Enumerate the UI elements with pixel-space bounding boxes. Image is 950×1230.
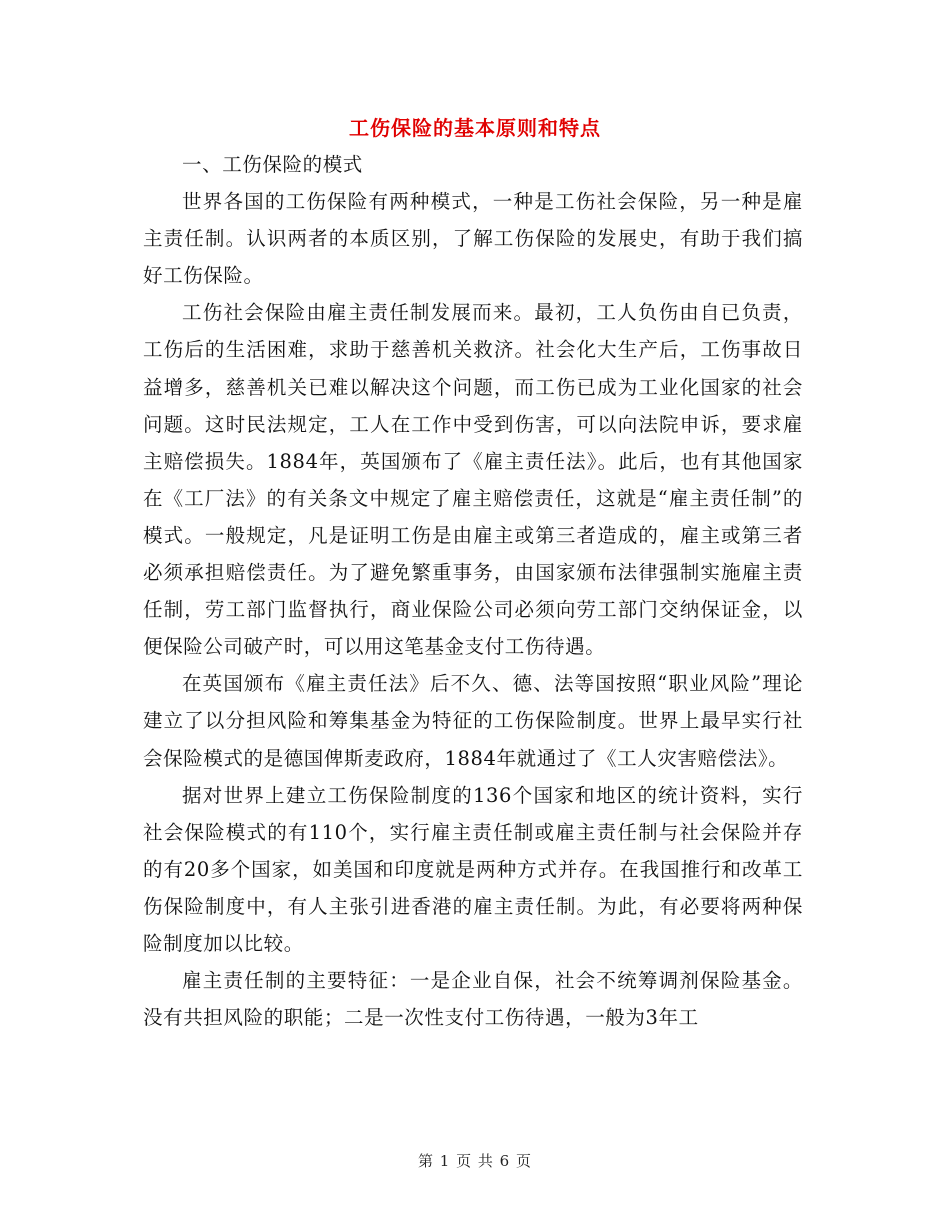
section-heading: 一、工伤保险的模式 [182, 153, 363, 176]
document-title: 工伤保险的基本原则和特点 [349, 116, 601, 140]
page-number-footer: 第 1 页 共 6 页 [418, 1152, 532, 1170]
document-body [143, 146, 803, 1036]
paragraph: 工伤社会保险由雇主责任制发展而来。最初，工人负伤由自已负责，工伤后的生活困难，求助于慈善机关救济。社会化大生产后，工伤事故日益增多，慈善机关已难以解决这个问题，而工伤已成为工业化国家的社会问题。这时民法规定，工人在工作中受到伤害，可以向法院申诉，要求雇主赔偿损失。1884年，英国颁布了《雇主责任法》。此后，也有其他国家在《工厂法》的有关条文中规定了雇主赔偿责任，这就是“雇主责任制”的模式。一般规定，凡是证明工伤是由雇主或第三者造成的，雇主或第三者必须承担赔偿责任。为了避免繁重事务，由国家颁布法律强制实施雇主责任制，劳工部门监督执行，商业保险公司必须向劳工部门交纳保证金，以便保险公司破产时，可以用这笔基金支付工伤待遇。 [143, 301, 803, 659]
paragraph: 据对世界上建立工伤保险制度的136个国家和地区的统计资料，实行社会保险模式的有110个，实行雇主责任制或雇主责任制与社会保险并存的有20多个国家，如美国和印度就是两种方式并存。在我国推行和改革工伤保险制度中，有人主张引进香港的雇主责任制。为此，有必要将两种保险制度加以比较。 [143, 783, 803, 955]
paragraph: 世界各国的工伤保险有两种模式，一种是工伤社会保险，另一种是雇主责任制。认识两者的本质区别，了解工伤保险的发展史，有助于我们搞好工伤保险。 [143, 190, 803, 288]
paragraph: 在英国颁布《雇主责任法》后不久、德、法等国按照“职业风险”理论建立了以分担风险和筹集基金为特征的工伤保险制度。世界上最早实行社会保险模式的是德国俾斯麦政府，1884年就通过了《工人灾害赔偿法》。 [143, 672, 803, 770]
paragraph: 雇主责任制的主要特征：一是企业自保，社会不统筹调剂保险基金。没有共担风险的职能；二是一次性支付工伤待遇，一般为3年工 [143, 969, 803, 1030]
